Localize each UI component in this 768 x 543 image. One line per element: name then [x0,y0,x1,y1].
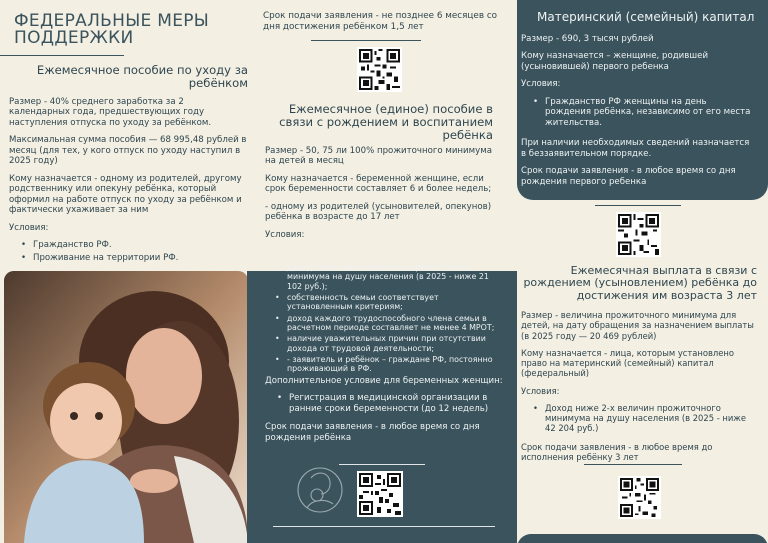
list-item: • наличие уважительных причин при отсутствии дохода от трудовой деятельности; [273,334,503,353]
divider [311,40,421,41]
list-item: • собственность семьи соответствует установленным критериям; [273,293,503,312]
allowance-max: Максимальная сумма пособия — 68 995,48 рублей в месяц (для тех, у кого отпуск по уходу наступил в 2025 году) [9,135,247,167]
qr-code-icon [616,212,661,257]
qr-code-icon [357,471,403,517]
payment-who: Кому назначается - лица, которым установлено право на материнский (семейный) капитал (федеральный) [521,347,735,379]
extra-condition-label: Дополнительное условие для беременных женщин: [265,376,503,386]
list-item: • Доход ниже 2-х величин прожиточного минимума на душу населения (в 2025 - ниже 42 204 руб.) [531,403,755,434]
page-title [14,13,244,47]
qr-code-icon [618,476,661,519]
payment-deadline: Срок подачи заявления - в любое время до исполнения ребёнку 3 лет [521,441,713,462]
divider [273,526,495,527]
list-item: • Гражданство РФ. [19,240,247,250]
conditions-label: Условия: [265,229,305,240]
maternity-capital-panel [517,0,768,200]
list-item: • доход семьи ниже величины прожиточного минимума на душу населения (в 2025 - ниже 21 102 руб.); [273,263,503,291]
section-heading-unified-allowance: Ежемесячное (единое) пособие в связи с рождением и воспитанием ребёнка [279,102,493,142]
list-item: • Проживание на территории РФ. [19,253,247,263]
divider [584,464,682,465]
conditions-label: Условия: [521,79,561,90]
capital-who: Кому назначается – женщине, родившей (усыновившей) первого ребенка [521,51,709,72]
list-item: • Регистрация в медицинской организации в ранние сроки беременности (до 12 недель) [275,393,503,414]
capital-size: Размер - 690, 3 тысяч рублей [521,34,654,44]
deadline-child-care: Срок подачи заявления - не позднее 6 месяцев со дня достижения ребёнком 1,5 лет [263,11,498,32]
section-heading-maternity-capital: Материнский (семейный) капитал [537,10,755,24]
unified-conditions-list [267,263,503,374]
conditions-list [9,240,247,263]
divider [339,464,425,465]
mother-child-photo [4,271,248,543]
divider [595,205,681,206]
bottom-panel-edge [517,534,768,543]
qr-code-icon [357,47,402,92]
list-item: • - заявитель и ребёнок – граждане РФ, постоянно проживающий в РФ. [273,355,503,374]
main-title: ФЕДЕРАЛЬНЫЕ МЕРЫ ПОДДЕРЖКИ [14,11,210,48]
section-body-monthly-payment [521,310,755,469]
capital-conditions-list [521,97,755,128]
conditions-label: Условия: [521,385,560,396]
payment-conditions-list [521,403,755,434]
conditions-label: Условия: [9,222,49,233]
unified-allowance-panel [247,263,517,543]
section-body-unified-allowance-top [265,146,497,247]
section-heading-monthly-payment: Ежемесячная выплата в связи с рождением (усыновлением) ребёнка до достижения им возраста 3 лет [523,264,757,302]
title-divider [0,55,124,56]
capital-deadline: Срок подачи заявления - в любое время со дня рождения первого ребенка [521,166,736,187]
allowance-who: Кому назначается - одному из родителей, другому родственнику или опекуну ребёнка, который оформил на работе отпуск по уходу за ребёнком и фактически ухаживает за ним [9,173,242,216]
list-item: • доход каждого трудоспособного члена семьи в расчетном периоде составляет не менее 4 МРОТ; [273,314,503,333]
unified-deadline: Срок подачи заявления - в любое время со дня рождения ребёнка [265,422,480,443]
list-item: • Гражданство РФ женщины на день рождения ребёнка, независимо от его места жительства. [531,97,755,128]
unified-who-2: - одному из родителей (усыновителей, опекунов) ребёнка в возрасте до 17 лет [265,201,492,223]
unified-who-1: Кому назначается - беременной женщине, если срок беременности составляет 6 и более недель; [265,173,492,195]
capital-note: При наличии необходимых сведений назначается в беззаявительном порядке. [521,138,750,159]
payment-size: Размер - величина прожиточного минимума для детей, на дату обращения за назначением выплаты (в 2025 году — 20 469 рублей) [521,310,754,341]
allowance-size: Размер - 40% среднего заработка за 2 календарных года, предшествующих году наступления отпуска по уходу за ребёнком. [9,97,212,128]
unified-size: Размер - 50, 75 ли 100% прожиточного минимума на детей в месяц [265,146,492,167]
section-heading-child-care-allowance: Ежемесячное пособие по уходу за ребёнком [36,63,248,90]
section-body-child-care-allowance [9,97,247,265]
extra-conditions-list [265,393,503,414]
mother-child-logo-icon [295,464,345,516]
